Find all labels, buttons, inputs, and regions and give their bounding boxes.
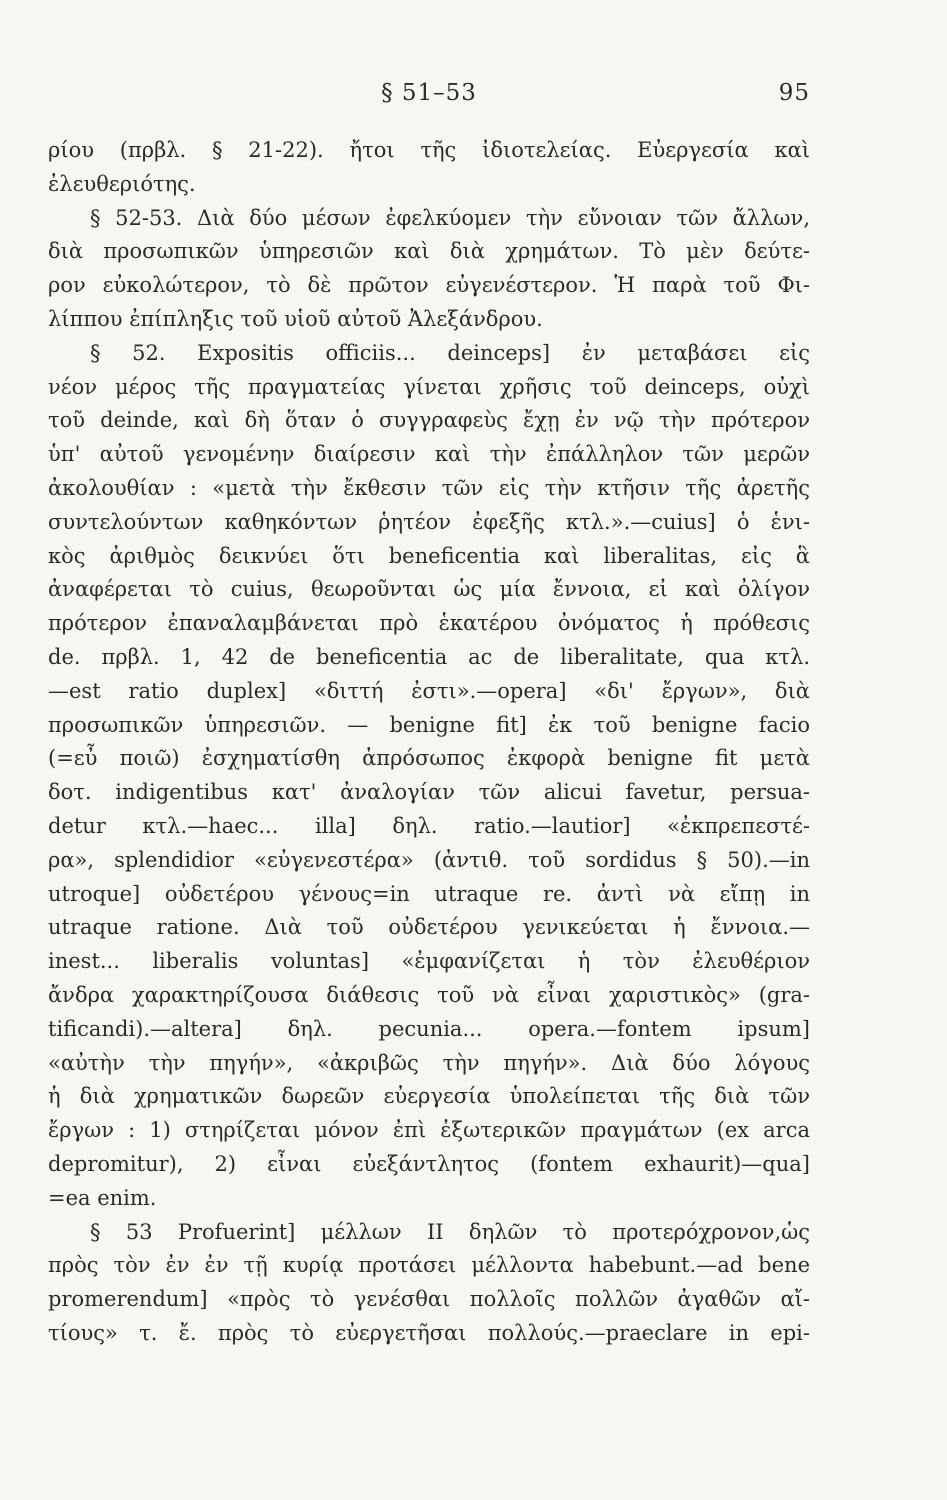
text-line: προσωπικῶν ὑπηρεσιῶν. — benigne fit] ἐκ τοῦ benigne facio	[48, 712, 810, 737]
text-line: =ea enim.	[48, 1185, 157, 1210]
text-line: tificandi).—altera] δηλ. pecunia... opera.—fontem ipsum]	[48, 1016, 810, 1041]
text-line: «αὐτὴν τὴν πηγήν», «ἀκριβῶς τὴν πηγήν». Διὰ δύο λόγους	[48, 1050, 810, 1075]
text-line: τίους» τ. ἔ. πρὸς τὸ εὐεργετῆσαι πολλούς.—praeclare in epi-	[48, 1320, 810, 1345]
text-line: § 52-53. Διὰ δύο μέσων ἐφελκύομεν τὴν εὔνοιαν τῶν ἄλλων,	[90, 205, 810, 230]
text-line: ἄνδρα χαρακτηρίζουσα διάθεσις τοῦ νὰ εἶναι χαριστικὸς» (gra-	[48, 982, 810, 1007]
text-line: utroque] οὐδετέρου γένους=in utraque re. ἀντὶ νὰ εἴπῃ in	[48, 881, 810, 906]
text-line: (=εὖ ποιῶ) ἐσχηματίσθη ἀπρόσωπος ἐκφορὰ benigne fit μετὰ	[48, 746, 810, 771]
text-line: λίππου ἐπίπληξις τοῦ υἱοῦ αὐτοῦ Ἀλεξάνδρου.	[48, 306, 543, 331]
text-line: ἐλευθεριότης.	[48, 171, 196, 196]
text-line: inest... liberalis voluntas] «ἐμφανίζεται ἡ τὸν ἐλευθέριον	[48, 949, 810, 974]
running-header	[48, 80, 810, 122]
text-line: πρότερον ἐπαναλαμβάνεται πρὸ ἑκατέρου ὀνόματος ἡ πρόθεσις	[48, 611, 810, 636]
text-line: § 52. Expositis officiis... deinceps] ἐν μεταβάσει εἰς	[90, 340, 810, 365]
text-line: διὰ προσωπικῶν ὑπηρεσιῶν καὶ διὰ χρημάτων. Τὸ μὲν δεύτε-	[48, 239, 810, 264]
text-line: συντελούντων καθηκόντων ῥητέον ἐφεξῆς κτλ.».—cuius] ὁ ἑνι-	[48, 509, 810, 534]
text-line: ρα», splendidior «εὐγενεστέρα» (ἀντιθ. τοῦ sordidus § 50).—in	[48, 847, 810, 872]
text-line: δοτ. indigentibus κατ' ἀναλογίαν τῶν alicui favetur, persua-	[48, 780, 810, 805]
section-reference: § 51–53	[381, 80, 477, 106]
text-line: ἀναφέρεται τὸ cuius, θεωροῦνται ὡς μία ἔννοια, εἰ καὶ ὀλίγον	[48, 577, 810, 602]
text-line: de. πρβλ. 1, 42 de beneficentia ac de liberalitate, qua κτλ.	[48, 644, 810, 669]
book-page	[48, 80, 810, 1480]
text-line: depromitur), 2) εἶναι εὐεξάντλητος (fontem exhaurit)—qua]	[48, 1151, 810, 1176]
text-line: πρὸς τὸν ἐν ἐν τῇ κυρίᾳ προτάσει μέλλοντα habebunt.—ad bene	[48, 1253, 810, 1278]
text-line: ὑπ' αὐτοῦ γενομένην διαίρεσιν καὶ τὴν ἐπάλληλον τῶν μερῶν	[48, 442, 810, 467]
commentary-text	[48, 134, 810, 1351]
text-line: τοῦ deinde, καὶ δὴ ὅταν ὁ συγγραφεὺς ἔχῃ ἐν νῷ τὴν πρότερον	[48, 408, 810, 433]
text-line: κὸς ἀριθμὸς δεικνύει ὅτι beneficentia καὶ liberalitas, εἰς ἃ	[48, 543, 810, 568]
text-line: detur κτλ.—haec... illa] δηλ. ratio.—lautior] «ἐκπρεπεστέ-	[48, 813, 810, 838]
text-line: ἀκολουθίαν : «μετὰ τὴν ἔκθεσιν τῶν εἰς τὴν κτῆσιν τῆς ἀρετῆς	[48, 475, 810, 500]
text-line: ρίου (πρβλ. § 21-22). ἤτοι τῆς ἰδιοτελείας. Εὐεργεσία καὶ	[48, 138, 810, 162]
text-line: utraque ratione. Διὰ τοῦ οὐδετέρου γενικεύεται ἡ ἔννοια.—	[48, 915, 810, 940]
text-line: νέον μέρος τῆς πραγματείας γίνεται χρῆσις τοῦ deinceps, οὐχὶ	[48, 374, 810, 399]
text-line: —est ratio duplex] «διττή ἐστι».—opera] «δι' ἔργων», διὰ	[48, 678, 810, 703]
page-number: 95	[778, 80, 810, 106]
text-line: ρον εὐκολώτερον, τὸ δὲ πρῶτον εὐγενέστερον. Ἡ παρὰ τοῦ Φι-	[48, 273, 810, 298]
text-line: § 53 Profuerint] μέλλων II δηλῶν τὸ προτερόχρονον,ὡς	[90, 1219, 810, 1244]
text-line: ἔργων : 1) στηρίζεται μόνον ἐπὶ ἐξωτερικῶν πραγμάτων (ex arca	[48, 1118, 810, 1143]
text-line: promerendum] «πρὸς τὸ γενέσθαι πολλοῖς πολλῶν ἀγαθῶν αἴ-	[48, 1287, 810, 1312]
text-line: ἡ διὰ χρηματικῶν δωρεῶν εὐεργεσία ὑπολείπεται τῆς διὰ τῶν	[48, 1084, 810, 1109]
